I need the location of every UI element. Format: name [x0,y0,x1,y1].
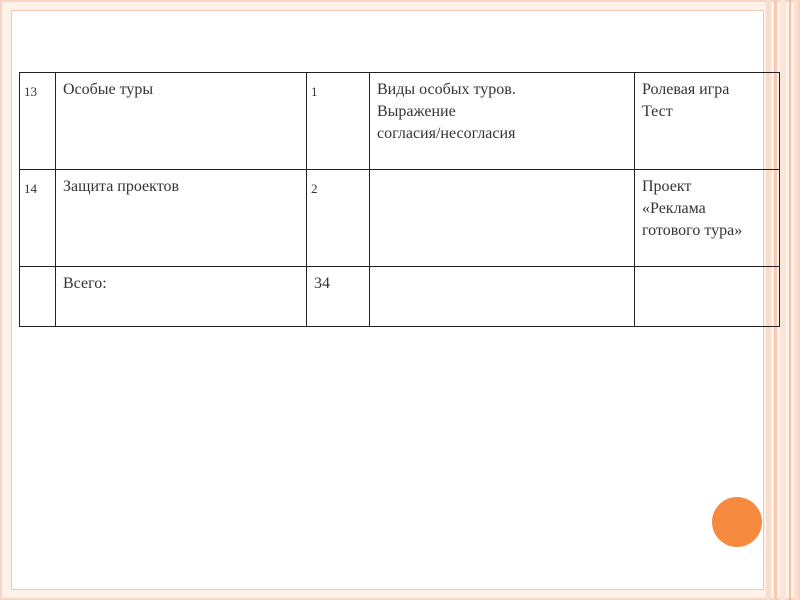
table-row [20,170,780,267]
total-hours-cell: 34 [307,267,370,327]
decorative-stripe [794,0,798,600]
lesson-number-cell: 14 [20,170,56,267]
form-line: Тест [642,103,673,120]
table-row [20,73,780,170]
schedule-table [19,72,780,327]
topic-cell: Особые туры [56,73,307,170]
form-line: Проект [642,178,692,195]
hours-cell: 2 [307,170,370,267]
form-cell [635,267,780,327]
content-line: согласия/несогласия [377,125,516,142]
decorative-stripe [789,0,791,600]
content-cell [370,170,635,267]
total-label-cell: Всего: [56,267,307,327]
form-line: готового тура» [642,222,743,239]
decorative-stripe [780,0,786,600]
form-line: Ролевая игра [642,81,730,98]
lesson-number-cell: 13 [20,73,56,170]
content-cell [370,73,635,170]
topic-cell: Защита проектов [56,170,307,267]
orange-circle-decoration [712,497,762,547]
content-line: Виды особых туров. [377,81,516,98]
lesson-number-cell [20,267,56,327]
form-cell [635,170,780,267]
hours-cell: 1 [307,73,370,170]
content-cell [370,267,635,327]
form-line: «Реклама [642,200,706,217]
content-line: Выражение [377,103,456,120]
table-row [20,267,780,327]
form-cell [635,73,780,170]
